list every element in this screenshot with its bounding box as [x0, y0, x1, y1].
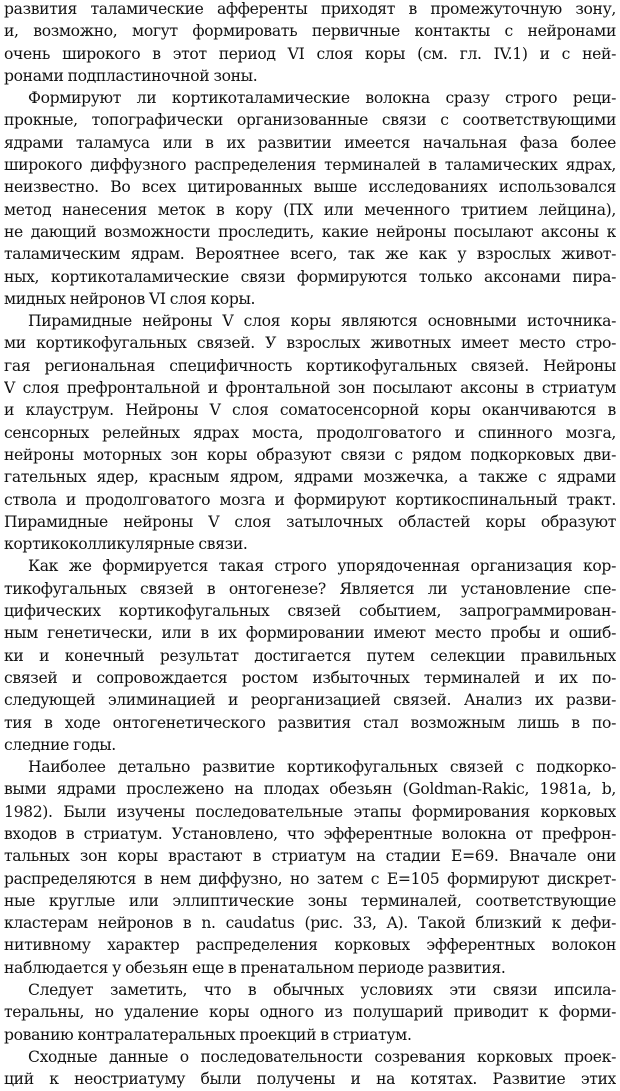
text-line: и, возможно, могут формировать первичные контакты с нейронами — [4, 22, 616, 41]
text-line: метод нанесения меток в кору (ПХ или меченного тритием лейцина), — [4, 200, 616, 219]
text-line: теральны, но удаление коры одного из полушарий приводит к форми- — [4, 1003, 616, 1022]
text-line: прокные, топографически организованные связи с соответствующими — [4, 111, 616, 130]
paragraph-monkey-fetus — [4, 756, 616, 979]
text-line: следующей элиминацией и реорганизацией связей. Анализ их разви- — [4, 691, 616, 710]
text-line: Формируют ли кортикоталамические волокна сразу строго реци- — [28, 89, 616, 108]
text-line: V слоя префронтальной и фронтальной зон посылают аксоны в стриатум — [4, 379, 616, 398]
text-line: Пирамидные нейроны V слоя затылочных областей коры образуют — [4, 512, 616, 531]
text-line: сенсорных релейных ядрах моста, продолговатого и спинного мозга, — [4, 423, 616, 442]
text-line: связей и сопровождается ростом избыточных терминалей и их по- — [4, 668, 616, 687]
paragraph-kittens — [4, 1046, 616, 1091]
text-line: цифических кортикофугальных связей событием, запрограммирован- — [4, 602, 616, 621]
text-line: мидных нейронов VI слоя коры. — [4, 289, 256, 308]
paragraph-ipsilateral — [4, 979, 616, 1046]
text-line: ронами подпластиночной зоны. — [4, 66, 258, 85]
text-line: тальных зон коры врастают в стриатум на стадии E=69. Вначале они — [4, 847, 616, 866]
text-line: Сходные данные о последовательности созревания корковых проек- — [28, 1047, 616, 1066]
text-line: ядрами таламуса или в их развитии имеется начальная фаза более — [4, 133, 616, 152]
text-line: таламическим ядрам. Вероятнее всего, так же как у взрослых живот- — [4, 245, 616, 264]
text-line: Пирамидные нейроны V слоя коры являются основными источника- — [28, 312, 616, 331]
text-line: 1982). Были изучены последовательные этапы формирования корковых — [4, 802, 616, 821]
text-line: не дающий возможности проследить, какие нейроны посылают аксоны к — [4, 222, 616, 241]
text-line: ным генетически, или в их формировании имеют место пробы и ошиб- — [4, 624, 616, 643]
text-line: гая региональная специфичность кортикофугальных связей. Нейроны — [4, 356, 616, 375]
paragraph-ontogenesis-question — [4, 555, 616, 756]
text-line: нитивному характер распределения корковых эфферентных волокон — [4, 936, 616, 955]
text-line: ми кортикофугальных связей. У взрослых животных имеет место стро- — [4, 334, 616, 353]
paragraph-thalamic-afferents — [4, 0, 616, 87]
text-line: выми ядрами прослежено на плодах обезьян (Goldman-Rakic, 1981a, b, — [4, 780, 616, 799]
paragraph-pyramidal-neurons — [4, 310, 616, 555]
text-line: широкого диффузного распределения терминалей в таламических ядрах, — [4, 156, 616, 175]
text-line: рованию контралатеральных проекций в стриатум. — [4, 1025, 412, 1044]
text-line: гательных ядер, красным ядром, ядрами мозжечка, а также с ядрами — [4, 468, 616, 487]
text-line: ных, кортикоталамические связи формируются только аксонами пира- — [4, 267, 616, 286]
text-line: кластерам нейронов в n. caudatus (рис. 33, A). Такой близкий к дефи- — [4, 914, 616, 933]
text-line: входов в стриатум. Установлено, что эфферентные волокна от префрон- — [4, 824, 616, 843]
text-line: очень широкого в этот период VI слоя коры (см. гл. IV.1) и с ней- — [4, 44, 616, 63]
text-line: развития таламические афференты приходят в промежуточную зону, — [4, 0, 616, 18]
text-line: кортикоколликулярные связи. — [4, 535, 248, 554]
text-line: наблюдается у обезьян еще в пренатальном периоде развития. — [4, 958, 506, 977]
text-line: нейроны моторных зон коры образуют связи с рядом подкорковых дви- — [4, 445, 616, 464]
text-line: и клауструм. Нейроны V слоя соматосенсорной коры оканчиваются в — [4, 401, 616, 420]
paragraph-corticothalamic — [4, 87, 616, 310]
text-line: Наиболее детально развитие кортикофугальных связей с подкорко- — [28, 758, 616, 777]
text-line: ки и конечный результат достигается путем селекции правильных — [4, 646, 616, 665]
text-line: неизвестно. Во всех цитированных выше исследованиях использовался — [4, 178, 616, 197]
text-line: ные круглые или эллиптические зоны терминалей, соответствующие — [4, 891, 616, 910]
text-line: тия в ходе онтогенетического развития стал возможным лишь в по- — [4, 713, 616, 732]
text-line: следние годы. — [4, 735, 116, 754]
text-line: ствола и продолговатого мозга и формируют кортикоспинальный тракт. — [4, 490, 616, 509]
text-line: тикофугальных связей в онтогенезе? Является ли установление спе- — [4, 579, 616, 598]
text-line: ций к неостриатуму были получены и на котятах. Развитие этих — [4, 1070, 616, 1089]
text-line: распределяются в нем диффузно, но затем с E=105 формируют дискрет- — [4, 869, 616, 888]
text-line: Следует заметить, что в обычных условиях эти связи ипсила- — [28, 981, 616, 1000]
text-line: Как же формируется такая строго упорядоченная организация кор- — [28, 557, 616, 576]
